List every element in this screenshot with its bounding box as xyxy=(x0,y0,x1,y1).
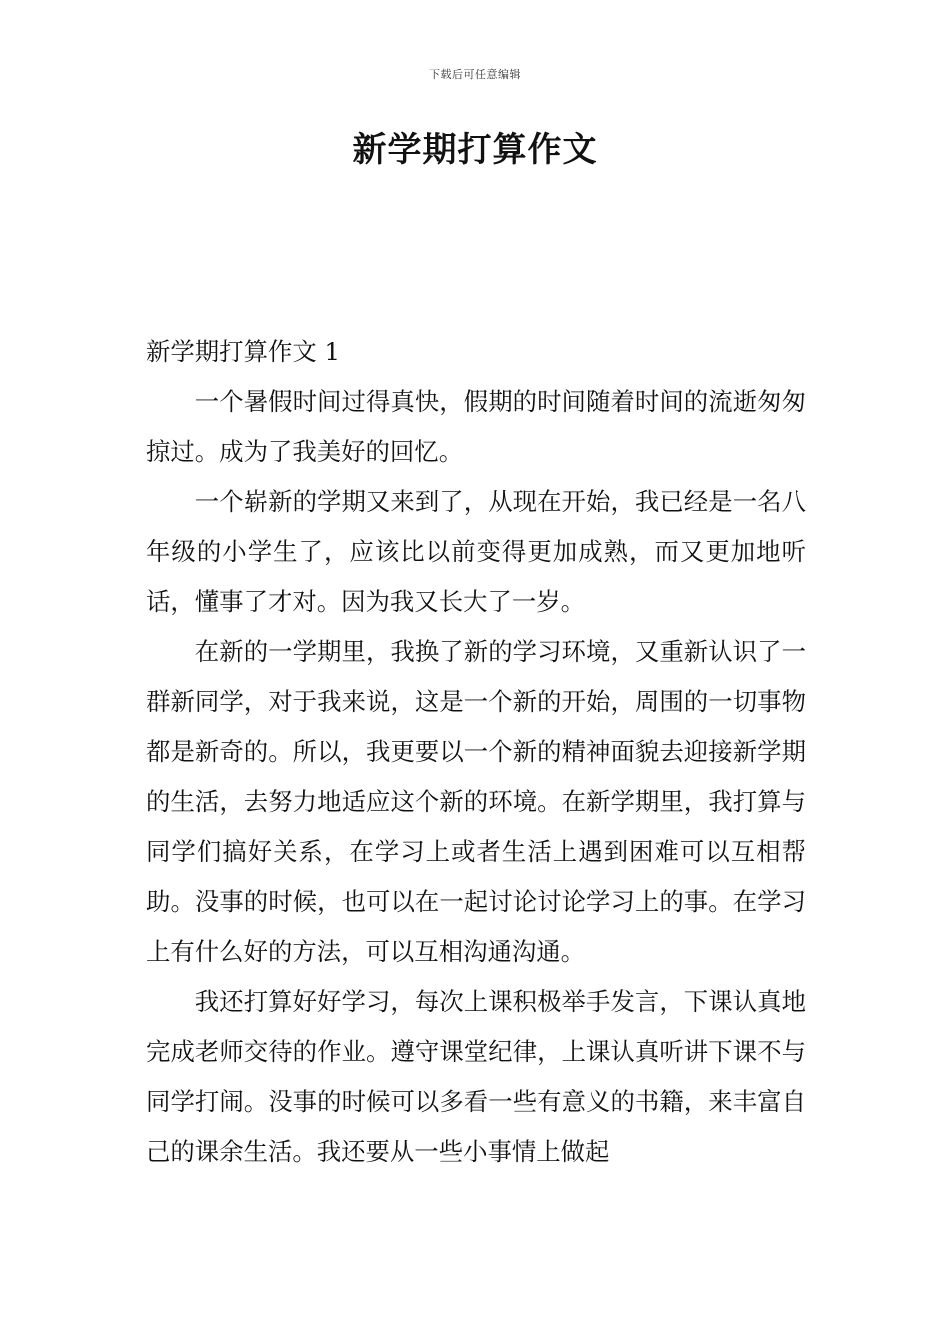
document-body xyxy=(146,327,806,1177)
section-heading: 新学期打算作文 1 xyxy=(146,337,341,366)
document-title: 新学期打算作文 xyxy=(352,130,598,170)
header-note: 下载后可任意编辑 xyxy=(429,68,521,81)
paragraph-2: 一个崭新的学期又来到了，从现在开始，我已经是一名八年级的小学生了，应该比以前变得更加成熟，而又更加地听话，懂事了才对。因为我又长大了一岁。 xyxy=(146,487,806,616)
paragraph-4: 我还打算好好学习，每次上课积极举手发言，下课认真地完成老师交待的作业。遵守课堂纪律，上课认真听讲下课不与同学打闹。没事的时候可以多看一些有意义的书籍，来丰富自己的课余生活。我还要从一些小事情上做起 xyxy=(146,987,806,1166)
paragraph-1: 一个暑假时间过得真快，假期的时间随着时间的流逝匆匆掠过。成为了我美好的回忆。 xyxy=(146,387,806,466)
paragraph-3: 在新的一学期里，我换了新的学习环境，又重新认识了一群新同学，对于我来说，这是一个新的开始，周围的一切事物都是新奇的。所以，我更要以一个新的精神面貌去迎接新学期的生活，去努力地适应这个新的环境。在新学期里，我打算与同学们搞好关系，在学习上或者生活上遇到困难可以互相帮助。没事的时候，也可以在一起讨论讨论学习上的事。在学习上有什么好的方法，可以互相沟通沟通。 xyxy=(146,637,806,966)
